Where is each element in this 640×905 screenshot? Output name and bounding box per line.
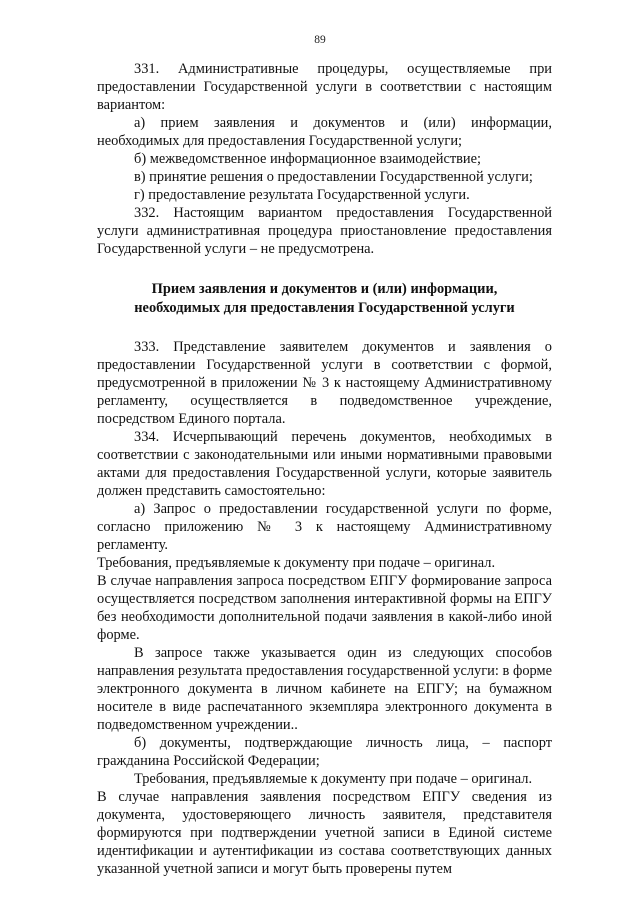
list-item: г) предоставление результата Государственной услуги.	[134, 187, 470, 203]
section-heading-line: необходимых для предоставления Государственной услуги	[134, 300, 515, 316]
paragraph: В случае направления заявления посредством ЕПГУ сведения из документа, удостоверяющего личность заявителя, представителя формируются при подтверждении учетной записи в Единой системе идентификации и аутентификации из состава соответствующих данных указанной учетной записи и могут быть проверены путем	[97, 789, 552, 877]
paragraph: 331. Административные процедуры, осуществляемые при предоставлении Государственной услуги в соответствии с настоящим вариантом:	[97, 61, 552, 113]
page-number: 89	[314, 34, 326, 46]
paragraph: Требования, предъявляемые к документу при подаче – оригинал.	[134, 771, 533, 787]
list-item: а) прием заявления и документов и (или) информации, необходимых для предоставления Государственной услуги;	[97, 115, 552, 149]
paragraph: В запросе также указывается один из следующих способов направления результата предоставления государственной услуги: в форме электронного документа в личном кабинете на ЕПГУ; на бумажном носителе в виде распечатанного экземпляра электронного документа в подведомственном учреждении..	[97, 645, 552, 733]
list-item: в) принятие решения о предоставлении Государственной услуги;	[134, 169, 533, 185]
paragraph: 334. Исчерпывающий перечень документов, необходимых в соответствии с законодательными или иными нормативными правовыми актами для предоставления Государственной услуги, которые заявитель должен представить самостоятельно:	[97, 429, 552, 499]
paragraph: 333. Представление заявителем документов и заявления о предоставлении Государственной услуги в соответствии с формой, предусмотренной в приложении № 3 к настоящему Административному регламенту, осуществляется в подведомственное учреждение, посредством Единого портала.	[97, 339, 552, 427]
paragraph: В случае направления запроса посредством ЕПГУ формирование запроса осуществляется посредством заполнения интерактивной формы на ЕПГУ без необходимости дополнительной подачи заявления в какой-либо иной форме.	[97, 573, 552, 643]
list-item: б) документы, подтверждающие личность лица, – паспорт гражданина Российской Федерации;	[97, 735, 552, 769]
section-heading	[97, 280, 552, 318]
paragraph: Требования, предъявляемые к документу при подаче – оригинал.	[97, 555, 496, 571]
list-item: а) Запрос о предоставлении государственной услуги по форме, согласно приложению № 3 к настоящему Административному регламенту.	[97, 501, 552, 553]
list-item: б) межведомственное информационное взаимодействие;	[134, 151, 482, 167]
paragraph: 332. Настоящим вариантом предоставления Государственной услуги административная процедура приостановление предоставления Государственной услуги – не предусмотрена.	[97, 205, 552, 257]
section-heading-line: Прием заявления и документов и (или) информации,	[151, 281, 498, 297]
page-content	[97, 60, 552, 878]
